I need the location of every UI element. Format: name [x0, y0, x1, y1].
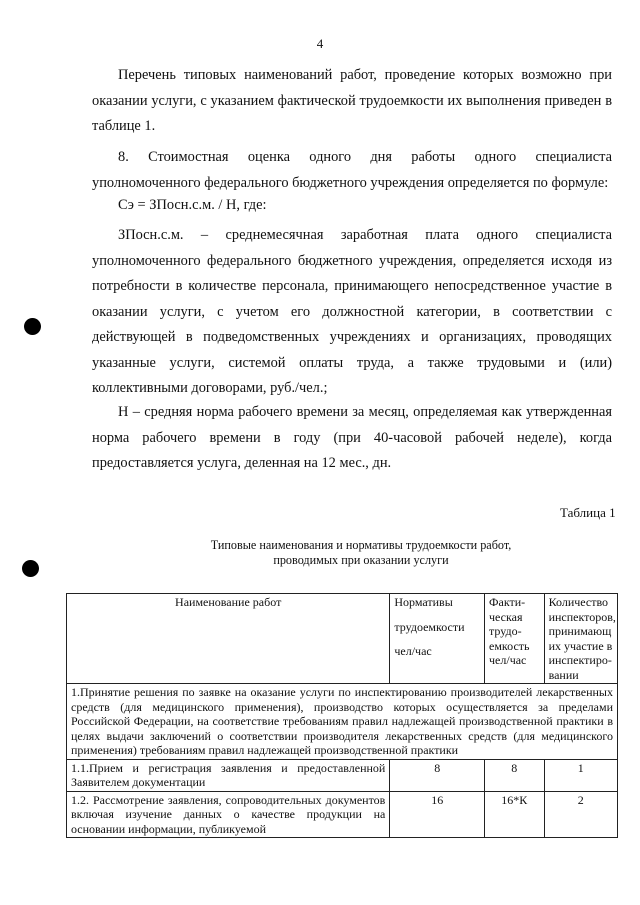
table-title — [196, 538, 526, 568]
header-norms — [390, 594, 485, 684]
fact-cell: 8 — [485, 759, 545, 791]
table-row — [67, 791, 618, 838]
paragraph-text: ЗПосн.с.м. – среднемесячная заработная плата одного специалиста уполномоченного федерального бюджетного учреждения, определяется исходя из потребности в количестве персонала, принимающего непосредственное участие в оказании услуги, с учетом его должностной категории, в соответствии с действующей в подведомственных учреждениях и организациях, проводящих указанные услуги, системой оплаты труда, а также трудовыми и (или) коллективными договорами, руб./чел.; — [92, 227, 612, 396]
paragraph-work-time-definition — [92, 400, 612, 477]
paragraph-list-reference — [92, 63, 612, 140]
norm-cell: 16 — [390, 791, 485, 838]
paragraph-text: Перечень типовых наименований работ, проведение которых возможно при оказании услуги, с указанием фактической трудоемкости их выполнения приведен в таблице 1. — [92, 67, 612, 134]
table-title-line: проводимых при оказании услуги — [273, 553, 449, 567]
fact-cell: 16*К — [485, 791, 545, 838]
table-header-row — [67, 594, 618, 684]
header-inspectors-count: Количество инспекторов, принимающ их участие в инспектиро-вании — [544, 594, 617, 684]
work-name-cell: 1.1.Прием и регистрация заявления и предоставленной Заявителем документации — [67, 759, 390, 791]
punch-hole-mark — [22, 560, 39, 577]
works-table — [66, 593, 618, 838]
table-row — [67, 759, 618, 791]
norm-cell: 8 — [390, 759, 485, 791]
header-norms-line: трудоемкости — [394, 619, 465, 634]
header-norms-line: чел/час — [394, 644, 432, 658]
formula: Сэ = ЗПосн.с.м. / Н, где: — [118, 197, 267, 213]
punch-hole-mark — [24, 318, 41, 335]
inspectors-cell: 2 — [544, 791, 617, 838]
paragraph-text: Н – средняя норма рабочего времени за месяц, определяемая как утвержденная норма рабочего времени в году (при 40-часовой рабочей неделе), когда предоставляется услуга, деленная на 12 мес., дн. — [92, 404, 612, 471]
page-number: 4 — [316, 36, 324, 51]
section-title: 1.Принятие решения по заявке на оказание услуги по инспектированию производителей лекарственных средств (для медицинского применения), производство которых осуществляется за пределами Российской Федерации, на соответствие требованиям правил надлежащей производственной практики в целях выдачи заключений о соответствии производителя лекарственных средств (для медицинского применения) требованиям правил надлежащей производственной практики — [67, 684, 618, 760]
header-actual-labor: Факти-ческая трудо-емкость чел/час — [485, 594, 545, 684]
paragraph-cost-estimate — [92, 145, 612, 196]
work-name-cell: 1.2. Рассмотрение заявления, сопроводительных документов включая изучение данных о качестве продукции на основании информации, публикуемой — [67, 791, 390, 838]
table-section-row — [67, 684, 618, 760]
table-title-line: Типовые наименования и нормативы трудоемкости работ, — [210, 538, 512, 552]
paragraph-text: 8. Стоимостная оценка одного дня работы одного специалиста уполномоченного федерального бюджетного учреждения определяется по формуле: — [92, 149, 612, 191]
inspectors-cell: 1 — [544, 759, 617, 791]
header-work-name: Наименование работ — [67, 594, 390, 684]
paragraph-salary-definition — [92, 223, 612, 402]
table-caption: Таблица 1 — [560, 505, 616, 520]
header-norms-line: Нормативы — [394, 595, 453, 609]
